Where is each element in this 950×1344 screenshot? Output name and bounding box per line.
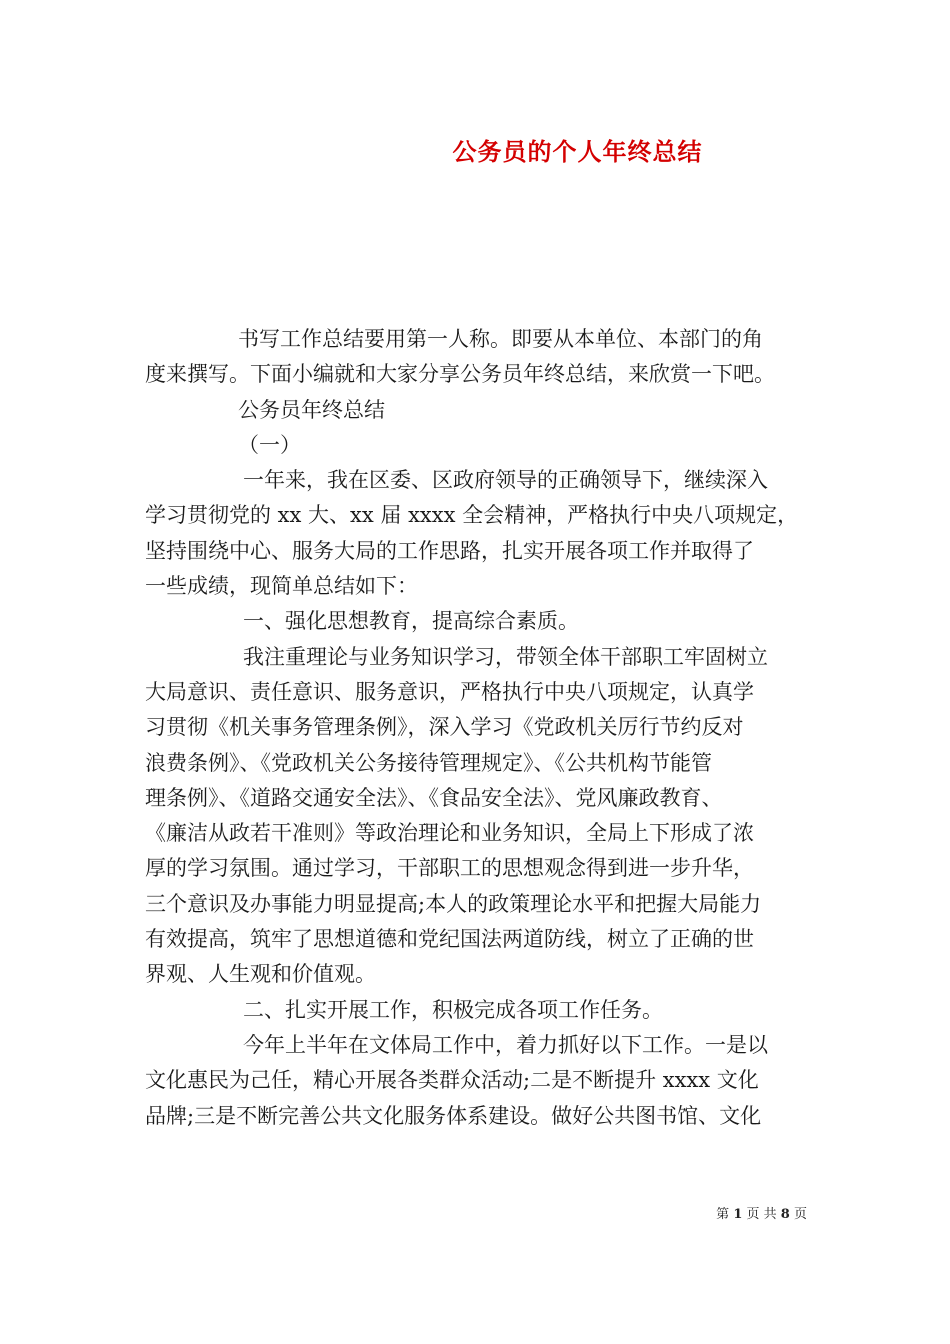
text-line: 一年来，我在区委、区政府领导的正确领导下，继续深入 <box>243 468 768 493</box>
text-line: 理条例》、《道路交通安全法》、《食品安全法》、党风廉政教育、 <box>145 785 723 810</box>
section-heading: 公务员年终总结 <box>238 397 385 422</box>
text-line: 一些成绩，现简单总结如下： <box>145 574 418 599</box>
text-line: 大局意识、责任意识、服务意识，严格执行中央八项规定，认真学 <box>145 679 754 704</box>
text-line: 界观、人生观和价值观。 <box>145 962 376 987</box>
text-line: 书写工作总结要用第一人称。即要从本单位、本部门的角 <box>238 327 763 351</box>
text-line: 我注重理论与业务知识学习，带领全体干部职工牢固树立 <box>243 644 768 669</box>
footer-prefix: 第 <box>716 1207 730 1222</box>
text-line: 习贯彻《机关事务管理条例》，深入学习《党政机关厉行节约反对 <box>145 715 744 740</box>
section-number: （一） <box>238 432 301 457</box>
text-line: 坚持围绕中心、服务大局的工作思路，扎实开展各项工作并取得了 <box>145 538 754 563</box>
text-line: 文化惠民为己任，精心开展各类群众活动;二是不断提升 xxxx 文化 <box>145 1068 759 1093</box>
document-title: 公务员的个人年终总结 <box>452 137 703 166</box>
text-line: 厚的学习氛围。通过学习，干部职工的思想观念得到进一步升华， <box>145 856 754 881</box>
footer-suffix: 页 <box>793 1207 807 1222</box>
text-line: 今年上半年在文体局工作中，着力抓好以下工作。一是以 <box>243 1032 768 1057</box>
text-line: 浪费条例》、《党政机关公务接待管理规定》、《公共机构节能管 <box>145 750 712 775</box>
text-line: 《廉洁从政若干准则》等政治理论和业务知识，全局上下形成了浓 <box>145 821 754 846</box>
page-footer <box>716 1203 807 1222</box>
footer-total-pages: 8 <box>780 1207 790 1222</box>
text-line: 学习贯彻党的 xx 大、xx 届 xxxx 全会精神，严格执行中央八项规定， <box>145 503 799 528</box>
text-line: 度来撰写。下面小编就和大家分享公务员年终总结，来欣赏一下吧。 <box>145 362 775 387</box>
footer-middle: 页 共 <box>746 1207 777 1222</box>
text-line: 有效提高，筑牢了思想道德和党纪国法两道防线，树立了正确的世 <box>145 927 754 952</box>
footer-page-number: 1 <box>733 1207 743 1222</box>
subsection-heading: 二、扎实开展工作，积极完成各项工作任务。 <box>243 997 663 1022</box>
text-line: 品牌;三是不断完善公共文化服务体系建设。做好公共图书馆、文化 <box>145 1103 762 1128</box>
text-line: 三个意识及办事能力明显提高;本人的政策理论水平和把握大局能力 <box>145 891 762 916</box>
subsection-heading: 一、强化思想教育，提高综合素质。 <box>243 609 579 634</box>
document-body <box>145 322 810 1134</box>
